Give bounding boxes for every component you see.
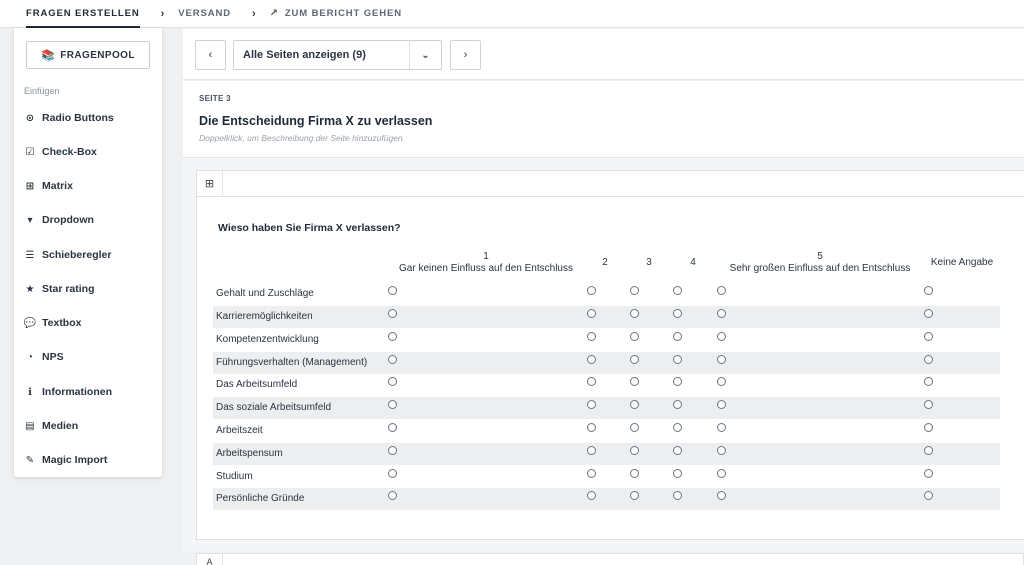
- radio-option[interactable]: [924, 286, 933, 295]
- radio-option[interactable]: [924, 332, 933, 341]
- question-area: [183, 158, 1024, 552]
- question-toolbar: [197, 171, 1024, 197]
- table-row: Das Arbeitsumfeld: [213, 374, 1000, 396]
- tool-informationen[interactable]: ℹ Informationen: [23, 385, 112, 399]
- chevron-right-icon: ›: [160, 7, 166, 20]
- text-format-icon: A: [197, 554, 223, 565]
- magic-wand-icon: ✎: [25, 454, 35, 466]
- radio-option[interactable]: [717, 286, 726, 295]
- radio-option[interactable]: [587, 355, 596, 364]
- radio-option[interactable]: [673, 309, 682, 318]
- radio-option[interactable]: [924, 400, 933, 409]
- step-zum-bericht[interactable]: ↗ ZUM BERICHT GEHEN: [269, 8, 403, 19]
- matrix-question-card[interactable]: [196, 170, 1024, 540]
- radio-option[interactable]: [388, 286, 397, 295]
- chevron-right-icon: ›: [463, 49, 468, 61]
- radio-option[interactable]: [630, 355, 639, 364]
- radio-option[interactable]: [587, 469, 596, 478]
- tool-medien[interactable]: ▤ Medien: [23, 419, 78, 433]
- tool-dropdown[interactable]: ▾ Dropdown: [23, 213, 94, 227]
- gauge-icon: ◔: [26, 351, 34, 363]
- step-fragen-erstellen[interactable]: FRAGEN ERSTELLEN: [26, 0, 140, 28]
- external-link-icon: ↗: [269, 8, 279, 19]
- radio-option[interactable]: [717, 423, 726, 432]
- radio-option[interactable]: [924, 423, 933, 432]
- column-header-1: 1 Gar keinen Einfluss auf den Entschluss: [399, 251, 573, 274]
- radio-option[interactable]: [630, 491, 639, 500]
- next-page-button[interactable]: [450, 40, 481, 70]
- radio-option[interactable]: [630, 286, 639, 295]
- tool-check-box[interactable]: ☑ Check-Box: [23, 145, 97, 159]
- radio-option[interactable]: [630, 469, 639, 478]
- radio-option[interactable]: [924, 469, 933, 478]
- step-versand[interactable]: VERSAND: [178, 8, 231, 19]
- table-row: Arbeitspensum: [213, 443, 1000, 465]
- radio-option[interactable]: [388, 491, 397, 500]
- tool-textbox[interactable]: 💬 Textbox: [23, 317, 82, 329]
- column-header-2: 2: [602, 257, 608, 268]
- tool-schieberegler[interactable]: ☰ Schieberegler: [23, 248, 111, 262]
- radio-option[interactable]: [673, 423, 682, 432]
- radio-option[interactable]: [630, 423, 639, 432]
- matrix-icon[interactable]: ⊞: [197, 171, 223, 196]
- radio-option[interactable]: [630, 377, 639, 386]
- radio-option[interactable]: [630, 309, 639, 318]
- radio-option[interactable]: [630, 400, 639, 409]
- question-title[interactable]: Wieso haben Sie Firma X verlassen?: [218, 222, 401, 234]
- radio-option[interactable]: [388, 332, 397, 341]
- page-toolbar: [183, 29, 1024, 80]
- tool-nps[interactable]: ◔ NPS: [23, 350, 64, 364]
- radio-option[interactable]: [924, 355, 933, 364]
- slider-icon: ☰: [25, 249, 35, 261]
- column-header-4: 4: [690, 257, 696, 268]
- matrix-icon: ⊞: [25, 180, 35, 192]
- column-header-keine-angabe: Keine Angabe: [930, 257, 994, 268]
- radio-option[interactable]: [673, 377, 682, 386]
- info-icon: ℹ: [28, 386, 32, 398]
- page-select[interactable]: Alle Seiten anzeigen (9) ⌄: [233, 40, 442, 70]
- radio-option[interactable]: [673, 355, 682, 364]
- star-icon: ★: [25, 283, 35, 295]
- radio-option[interactable]: [587, 446, 596, 455]
- question-tools-sidebar: [14, 28, 162, 477]
- radio-option[interactable]: [388, 400, 397, 409]
- table-row: Karrieremöglichkeiten: [213, 306, 1000, 328]
- chevron-left-icon: ‹: [208, 49, 213, 61]
- radio-option[interactable]: [924, 446, 933, 455]
- radio-option[interactable]: [630, 446, 639, 455]
- radio-option[interactable]: [673, 286, 682, 295]
- radio-option[interactable]: [587, 423, 596, 432]
- radio-option[interactable]: [587, 332, 596, 341]
- table-row: Gehalt und Zuschläge: [213, 283, 1000, 305]
- section-label: Einfügen: [24, 86, 60, 96]
- radio-option[interactable]: [924, 309, 933, 318]
- radio-option[interactable]: [717, 377, 726, 386]
- table-row: Kompetenzentwicklung: [213, 329, 1000, 351]
- dropdown-icon: ▾: [27, 214, 33, 226]
- comment-icon: 💬: [23, 317, 37, 329]
- radio-option[interactable]: [587, 400, 596, 409]
- radio-option[interactable]: [717, 469, 726, 478]
- radio-option[interactable]: [673, 491, 682, 500]
- radio-option[interactable]: [587, 377, 596, 386]
- radio-option[interactable]: [717, 446, 726, 455]
- radio-option[interactable]: [388, 355, 397, 364]
- radio-option[interactable]: [673, 446, 682, 455]
- books-icon: 📚: [41, 49, 56, 62]
- chevron-right-icon: ›: [251, 7, 257, 20]
- radio-option[interactable]: [717, 491, 726, 500]
- radio-option[interactable]: [587, 491, 596, 500]
- table-row: Das soziale Arbeitsumfeld: [213, 397, 1000, 419]
- table-row: Führungsverhalten (Management): [213, 352, 1000, 374]
- tool-star-rating[interactable]: ★ Star rating: [23, 282, 95, 296]
- table-row: Arbeitszeit: [213, 420, 1000, 442]
- table-row: Persönliche Gründe: [213, 488, 1000, 510]
- column-header-5: 5 Sehr großen Einfluss auf den Entschluss: [729, 251, 911, 274]
- radio-option[interactable]: [388, 377, 397, 386]
- table-row: Studium: [213, 466, 1000, 488]
- radio-option[interactable]: [587, 309, 596, 318]
- film-icon: ▤: [25, 420, 35, 432]
- page-label: SEITE 3: [199, 94, 231, 103]
- radio-option[interactable]: [630, 332, 639, 341]
- radio-option[interactable]: [717, 309, 726, 318]
- fragenpool-button[interactable]: 📚 FRAGENPOOL: [26, 41, 150, 69]
- next-question-card[interactable]: [196, 553, 1024, 565]
- radio-option[interactable]: [388, 469, 397, 478]
- radio-option[interactable]: [587, 286, 596, 295]
- radio-icon: ⊙: [25, 112, 35, 124]
- radio-option[interactable]: [717, 332, 726, 341]
- tool-radio-buttons[interactable]: ⊙ Radio Buttons: [23, 111, 114, 125]
- radio-option[interactable]: [673, 469, 682, 478]
- tool-matrix[interactable]: ⊞ Matrix: [23, 179, 73, 193]
- prev-page-button[interactable]: [195, 40, 226, 70]
- radio-option[interactable]: [388, 446, 397, 455]
- chevron-down-icon: ⌄: [409, 41, 441, 69]
- tool-magic-import[interactable]: ✎ Magic Import: [23, 453, 107, 467]
- radio-option[interactable]: [924, 491, 933, 500]
- page-header[interactable]: [183, 81, 1024, 158]
- page-title[interactable]: Die Entscheidung Firma X zu verlassen: [199, 114, 433, 128]
- wizard-nav: [0, 0, 1024, 28]
- radio-option[interactable]: [673, 400, 682, 409]
- radio-option[interactable]: [717, 355, 726, 364]
- radio-option[interactable]: [673, 332, 682, 341]
- checkbox-icon: ☑: [25, 146, 35, 158]
- page-description[interactable]: Doppelklick, um Beschreibung der Seite hinzuzufügen: [199, 133, 403, 143]
- radio-option[interactable]: [717, 400, 726, 409]
- column-header-3: 3: [646, 257, 652, 268]
- radio-option[interactable]: [924, 377, 933, 386]
- radio-option[interactable]: [388, 309, 397, 318]
- radio-option[interactable]: [388, 423, 397, 432]
